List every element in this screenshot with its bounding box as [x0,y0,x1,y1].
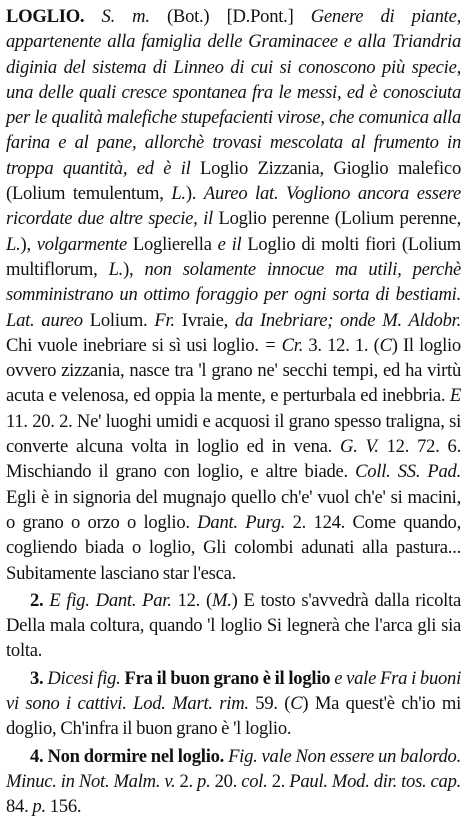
text-run: 12. ( [177,589,212,611]
text-run: ), [123,258,145,280]
text-run: ) E tosto s'avvedrà dalla ricolta Della mala coltura, quando 'l loglio Si legnerà che l'arca gli sia tolta. [6,589,462,662]
text-run: 12. 72. 6. Mischiando il grano con loglio, e altre biade. [6,436,461,483]
text-run: 3. 12. 1. ( [308,334,380,356]
text-run: 3. [30,667,48,689]
text-run: L. [6,233,21,255]
entry-main-paragraph [6,4,461,586]
text-run: Ivraie, [181,309,235,331]
sense-4-paragraph [6,744,461,820]
text-run: = Cr. [264,334,309,356]
text-run: Lolium. [89,309,155,331]
text-run: E [449,385,461,407]
text-run: 84. [6,796,33,818]
text-run: 20. [214,770,242,792]
text-run: e vale Fra i buoni vi sono i cattivi. Lod. Mart. rim. [6,667,462,715]
text-run: G. V. [340,436,387,458]
text-run: M. [211,589,232,611]
text-run: 156. [49,796,82,818]
text-run: 4. [30,745,48,767]
text-run: Loglierella [132,233,218,255]
text-run: p. [32,796,50,818]
text-run: 2. 124. Come quando, cogliendo biada o loglio, Gli colombi adunati alla pastura... Subitamente lasciano star l'esca. [6,511,461,584]
text-run: ) Ma quest'è ch'io mi doglio, Ch'infra il buon grano è 'l loglio. [6,693,461,740]
text-run: (Bot.) [D.Pont.] [166,6,311,27]
text-run: Loglio di molti fiori (Lolium multiflorum, [6,233,462,280]
text-run: da Inebriare; onde M. Aldobr. [234,309,461,331]
text-run: C [290,693,303,715]
text-run: E fig. Dant. Par. [49,589,178,611]
sense-3-paragraph [6,666,461,742]
text-run: non solamente innocue ma utili, perchè somministrano un ottimo foraggio per ogni sorta di bestiami. Lat. aureo [6,258,461,331]
text-run: LOGLIO. [6,6,85,27]
text-run: C [379,334,392,356]
text-run: volgarmente [36,233,133,255]
text-run: Loglio Zizzania, Gioglio malefico (Lolium temulentum, [6,157,461,205]
text-run: 59. ( [255,693,291,715]
text-run: Aureo lat. Vogliono ancora essere ricordate due altre specie, il [6,183,462,230]
text-run: Loglio perenne (Lolium perenne, [218,208,462,230]
text-run: Chi vuole inebriare si sì usi loglio. [6,334,265,356]
text-run: Fra il buon grano è il loglio [124,667,335,689]
text-run: Non dormire nel loglio. [47,745,229,767]
text-run: e il [217,233,248,255]
text-run: ) Il loglio ovvero zizzania, nasce tra 'l grano ne' secchi tempi, ed ha virtù acuta e velenosa, ed oppia la mente, e perturbala ed inebbria. [6,334,461,407]
text-run: Dant. Purg. [197,511,293,533]
text-run: S. m. [84,6,167,27]
text-run: col. [241,770,272,792]
text-run: 2. [30,589,50,611]
text-run: ). [185,183,204,205]
text-run: Fr. [154,309,182,331]
text-run: L. [171,183,186,205]
text-run: ), [20,233,37,255]
text-run: 11. 20. 2. Ne' luoghi umidi e acquosi il grano spesso traligna, si converte alcuna volta in loglio ed in vena. [6,410,461,458]
text-run: 2. [271,770,290,792]
sense-2-paragraph [6,588,461,664]
text-run: L. [108,258,124,280]
text-run: p. [197,770,215,792]
text-run: 2. [179,770,198,792]
text-run: Paul. Mod. dir. tos. cap. [289,770,462,792]
text-run: Dicesi fig. [47,667,125,689]
text-run: Coll. SS. Pad. [355,461,461,483]
text-run: Fig. vale Non essere un balordo. Minuc. in Not. Malm. v. [6,745,461,792]
text-run: Genere di piante, appartenente alla famiglia delle Graminacee e alla Triandria diginia del sistema di Linneo di cui si conoscono più specie, una delle quali cresce spontanea fra le messi, ed è conosciuta per le qualità malefiche stupefacienti virose, che comunica alla farina e al pane, allorchè trovasi mescolata al frumento in troppa quantità, ed è il [6,6,462,179]
text-run: Egli è in signoria del mugnajo quello ch'e' vuol ch'e' si macini, o grano o orzo o loglio. [6,486,461,533]
